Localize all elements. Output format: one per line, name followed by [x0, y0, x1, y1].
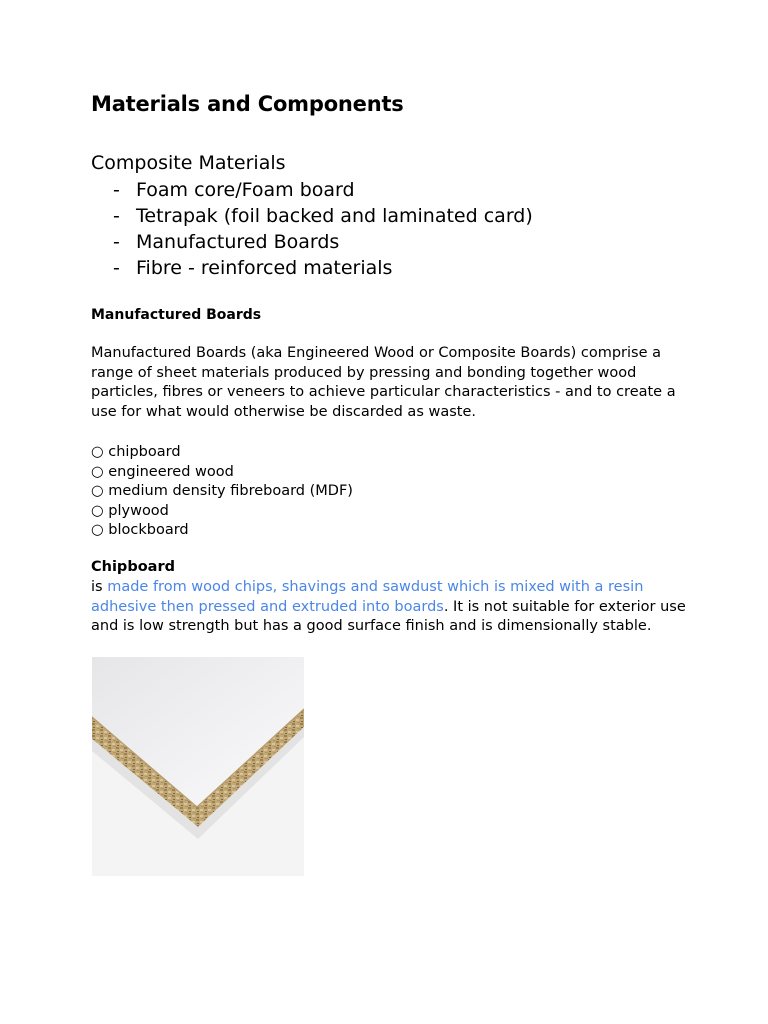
- board-types-list: [91, 443, 353, 541]
- dash-bullet: -: [113, 231, 120, 253]
- list-item: [91, 178, 533, 204]
- circle-bullet-icon: ○: [91, 444, 104, 460]
- manufactured-boards-description: Manufactured Boards (aka Engineered Wood or Composite Boards) comprise a range of sheet materials produced by pressing and bonding together wood particles, fibres or veneers to achieve particular characteristics - and to create a use for what would otherwise be discarded as waste.: [91, 345, 676, 420]
- list-item-label: Foam core/Foam board: [136, 179, 355, 201]
- list-item-label: blockboard: [108, 522, 189, 538]
- list-item-label: plywood: [108, 502, 169, 519]
- chipboard-heading: Chipboard: [91, 559, 175, 575]
- manufactured-boards-heading: Manufactured Boards: [91, 307, 262, 323]
- list-item-label: Manufactured Boards: [136, 231, 340, 253]
- list-item-label: Fibre - reinforced materials: [136, 257, 393, 279]
- composite-materials-heading: Composite Materials: [91, 152, 286, 174]
- dash-bullet: -: [113, 257, 120, 279]
- list-item-label: medium density fibreboard (MDF): [108, 483, 353, 499]
- page-title: Materials and Components: [91, 92, 404, 116]
- dash-bullet: -: [113, 179, 120, 201]
- list-item: [91, 463, 353, 483]
- chipboard-rest: . It is not suitable for exterior use and is low strength but has a good surface finish and is dimensionally stable.: [91, 598, 686, 634]
- circle-bullet-icon: ○: [91, 502, 104, 519]
- list-item: [91, 256, 533, 282]
- list-item-label: Tetrapak (foil backed and laminated card): [136, 205, 533, 227]
- list-item-label: engineered wood: [108, 463, 234, 480]
- list-item: [91, 502, 353, 522]
- circle-bullet-icon: ○: [91, 463, 104, 480]
- list-item: [91, 482, 353, 502]
- circle-bullet-icon: ○: [91, 483, 104, 499]
- chipboard-description: [91, 578, 691, 637]
- list-item: [91, 230, 533, 256]
- list-item-label: chipboard: [108, 444, 181, 460]
- list-item: [91, 443, 353, 463]
- circle-bullet-icon: ○: [91, 522, 104, 538]
- composite-materials-list: [91, 178, 533, 282]
- chipboard-intro: is: [91, 579, 108, 595]
- chipboard-photo: [92, 657, 304, 876]
- dash-bullet: -: [113, 205, 120, 227]
- list-item: [91, 521, 353, 541]
- list-item: [91, 204, 533, 230]
- chipboard-highlight-text: made from wood chips, shavings and sawdust which is mixed with a resin adhesive then pressed and extruded into boards: [91, 579, 644, 615]
